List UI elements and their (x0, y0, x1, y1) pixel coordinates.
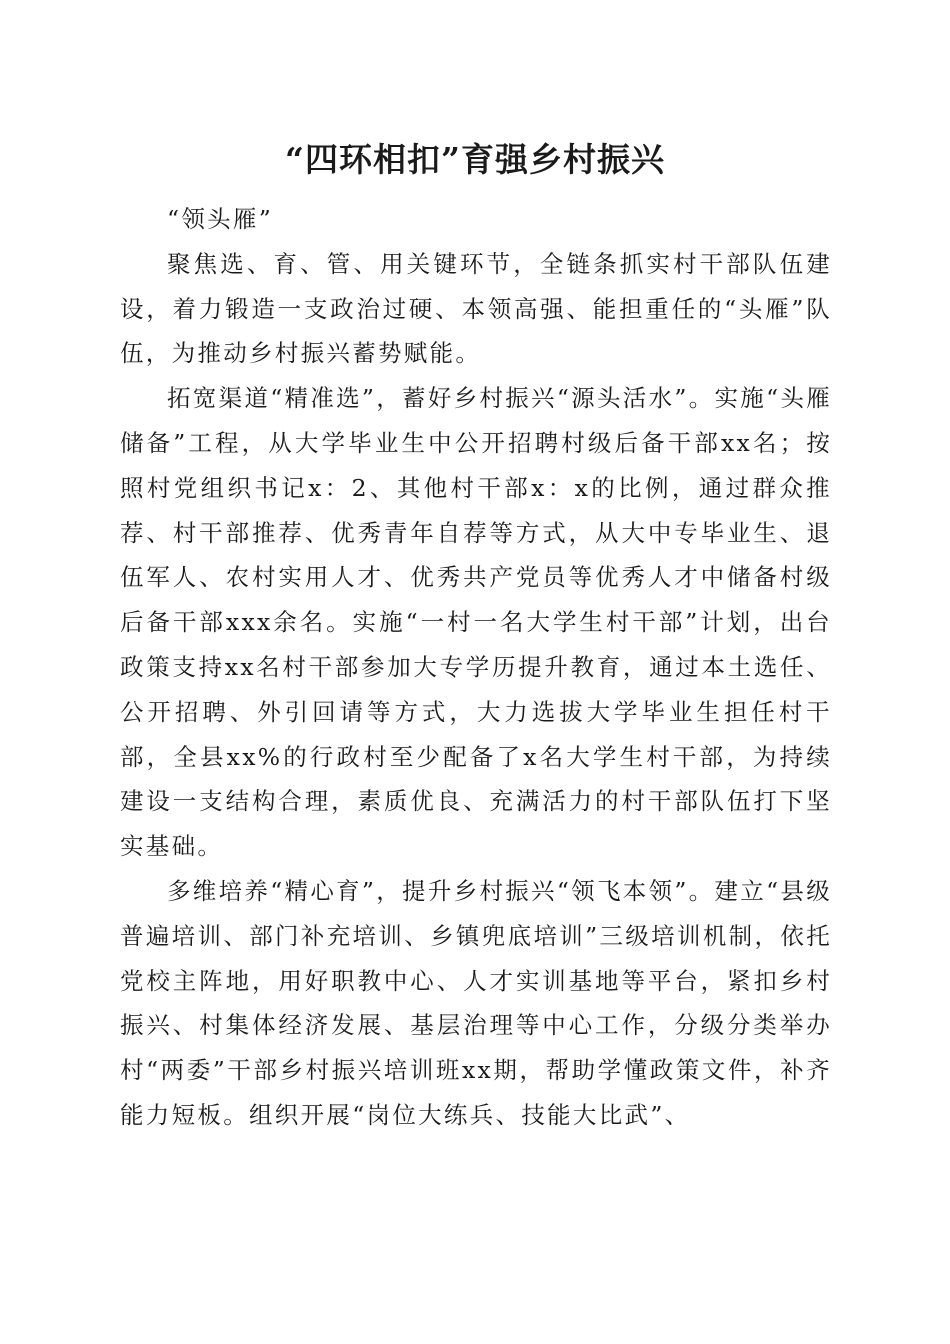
section-heading: “领头雁” (167, 205, 274, 233)
paragraph-selection: 拓宽渠道“精准选”，蓄好乡村振兴“源头活水”。实施“头雁储备”工程，从大学毕业生中公开招聘村级后备干部xx名；按照村党组织书记x：2、其他村干部x：x的比例，通过群众推荐、村干部推荐、优秀青年自荐等方式，从大中专毕业生、退伍军人、农村实用人才、优秀共产党员等优秀人才中储备村级后备干部xxx余名。实施“一村一名大学生村干部”计划，出台政策支持xx名村干部参加大专学历提升教育，通过本土选任、公开招聘、外引回请等方式，大力选拔大学毕业生担任村干部，全县xx%的行政村至少配备了x名大学生村干部，为持续建设一支结构合理，素质优良、充满活力的村干部队伍打下坚实基础。 (120, 384, 832, 861)
document-body (120, 197, 832, 1138)
paragraph-training: 多维培养“精心育”，提升乡村振兴“领飞本领”。建立“县级普遍培训、部门补充培训、乡镇兜底培训”三级培训机制，依托党校主阵地，用好职教中心、人才实训基地等平台，紧扣乡村振兴、村集体经济发展、基层治理等中心工作，分级分类举办村“两委”干部乡村振兴培训班xx期，帮助学懂政策文件，补齐能力短板。组织开展“岗位大练兵、技能大比武”、 (120, 876, 832, 1129)
paragraph-intro: 聚焦选、育、管、用关键环节，全链条抓实村干部队伍建设，着力锻造一支政治过硬、本领高强、能担重任的“头雁”队伍，为推动乡村振兴蓄势赋能。 (120, 249, 832, 368)
document-title: “四环相扣”育强乡村振兴 (285, 140, 665, 179)
